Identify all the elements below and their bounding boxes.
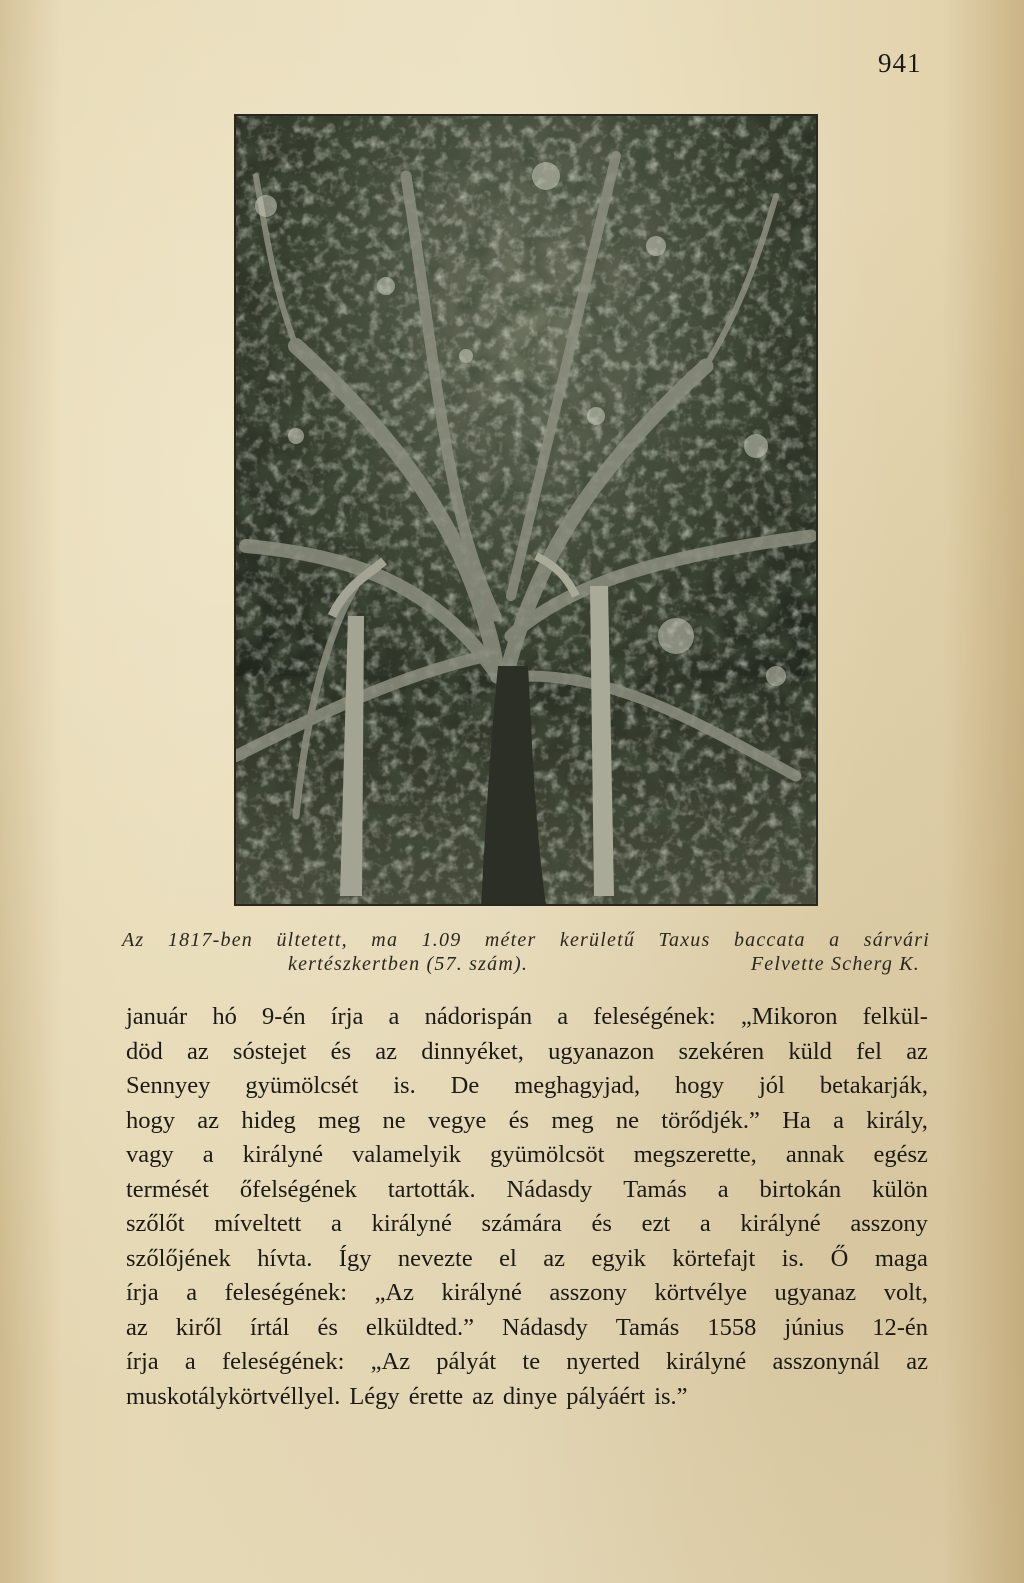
word: dinye: [502, 1382, 558, 1410]
word: megszerette,: [633, 1141, 757, 1168]
word: a: [186, 1279, 198, 1306]
word: egész: [873, 1141, 928, 1168]
word: királyné: [441, 1279, 522, 1306]
page-number: 941: [878, 48, 922, 78]
caption-word: Az: [122, 929, 145, 951]
word: muskotálykörtvéllyel.: [126, 1382, 341, 1410]
word: Nádasdy: [502, 1313, 588, 1341]
word: „Mikoron: [740, 1003, 838, 1030]
word: död: [126, 1037, 163, 1065]
word: te: [522, 1348, 541, 1375]
word: körtefajt: [672, 1244, 756, 1272]
word: a: [833, 1106, 844, 1134]
word: is.: [781, 1244, 805, 1272]
word: a: [331, 1210, 342, 1237]
word: szekéren: [678, 1037, 765, 1065]
caption-word: 1.09: [421, 929, 462, 951]
word: külön: [872, 1175, 928, 1203]
word: hó: [212, 1003, 237, 1030]
word: el: [499, 1244, 517, 1272]
word: körtvélye: [654, 1279, 747, 1306]
word: a: [202, 1141, 214, 1168]
word: ezt: [641, 1210, 671, 1237]
word: míveltett: [214, 1210, 302, 1237]
word: Így: [338, 1244, 372, 1272]
word: feleségének:: [221, 1348, 345, 1375]
word: 9-én: [262, 1003, 306, 1030]
word: írja: [126, 1348, 159, 1375]
word: elküldted.”: [365, 1313, 475, 1341]
word: az: [126, 1313, 148, 1341]
word: is.: [393, 1072, 416, 1099]
word: egyik: [591, 1244, 646, 1272]
word: és: [330, 1037, 352, 1065]
word: ugyanazon: [548, 1037, 655, 1065]
word: asszony: [850, 1210, 928, 1237]
caption-word: baccata: [733, 929, 806, 951]
word: fel: [856, 1037, 882, 1065]
caption-word: ültetett,: [276, 929, 348, 951]
caption-word: ma: [371, 929, 399, 951]
word: szőlőt: [126, 1210, 185, 1237]
text-line: [126, 1069, 928, 1104]
word: feleségének:: [593, 1003, 716, 1030]
word: gyümölcsét: [245, 1072, 359, 1099]
caption-word: méter: [484, 929, 537, 951]
word: jól: [758, 1072, 785, 1099]
word: Légy: [349, 1382, 400, 1410]
text-line: [126, 1000, 928, 1035]
text-line: [126, 1138, 928, 1173]
text-line: [126, 1035, 928, 1070]
caption-line-1: [122, 928, 930, 952]
word: 12-én: [872, 1313, 928, 1341]
word: 1558: [707, 1313, 757, 1341]
caption-location: kertészkertben (57. szám).: [288, 953, 529, 975]
word: hogy: [126, 1106, 175, 1134]
word: Sennyey: [126, 1072, 211, 1099]
word: szőlőjének: [126, 1244, 231, 1272]
word: nádorispán: [424, 1003, 533, 1030]
word: az: [197, 1106, 220, 1134]
word: birtokán: [759, 1175, 842, 1203]
word: törődjék.”: [661, 1106, 760, 1134]
text-line: [126, 1207, 928, 1242]
word: és: [591, 1210, 612, 1237]
word: meg: [318, 1106, 361, 1134]
word: De: [450, 1072, 480, 1099]
word: királyné: [371, 1210, 452, 1237]
word: pályáért: [566, 1382, 646, 1410]
word: nyerted: [566, 1348, 640, 1375]
word: június: [784, 1313, 845, 1341]
word: a: [388, 1003, 400, 1030]
caption-word: sárvári: [863, 929, 930, 951]
word: ne: [615, 1106, 639, 1134]
word: az: [375, 1037, 397, 1065]
word: király,: [866, 1106, 928, 1134]
word: termését: [126, 1175, 209, 1203]
word: írja: [126, 1279, 159, 1306]
caption-word: 1817-ben: [167, 929, 254, 951]
text-line: [126, 1104, 928, 1139]
word: írtál: [250, 1313, 290, 1341]
word: asszonynál: [772, 1348, 880, 1375]
word: tartották.: [387, 1175, 476, 1203]
body-paragraph: [126, 1000, 928, 1414]
word: maga: [874, 1244, 928, 1272]
word: annak: [785, 1141, 845, 1168]
photo-caption: [122, 928, 930, 976]
word: királyné: [665, 1348, 747, 1375]
word: felkül-: [862, 1003, 928, 1030]
word: királyné: [740, 1210, 821, 1237]
word: az: [906, 1348, 928, 1375]
text-line: [126, 1242, 928, 1277]
word: ne: [382, 1106, 406, 1134]
word: gyümölcsöt: [490, 1141, 605, 1168]
word: asszony: [549, 1279, 627, 1306]
word: feleségének:: [224, 1279, 348, 1306]
word: a: [184, 1348, 196, 1375]
word: pályát: [436, 1348, 497, 1375]
word: január: [126, 1003, 188, 1030]
text-line: [126, 1276, 928, 1311]
word: számára: [481, 1210, 562, 1237]
word: és: [317, 1313, 338, 1341]
word: királyné: [242, 1141, 324, 1168]
word: a: [557, 1003, 569, 1030]
tree-photo-image: [236, 116, 816, 904]
word: a: [699, 1210, 711, 1237]
word: a: [717, 1175, 729, 1203]
word: az: [472, 1382, 494, 1410]
word: az: [186, 1037, 209, 1065]
word: küld: [788, 1037, 832, 1065]
word: írja: [330, 1003, 364, 1030]
word: kiről: [175, 1313, 223, 1341]
caption-line-2: [122, 952, 930, 976]
caption-word: Taxus: [658, 929, 711, 951]
word: Tamás: [623, 1175, 687, 1203]
word: ugyanaz: [774, 1279, 857, 1306]
word: dinnyéket,: [421, 1037, 524, 1065]
text-line: [126, 1311, 928, 1346]
text-line: [126, 1345, 928, 1380]
word: betakarják,: [819, 1072, 928, 1099]
text-line: [126, 1380, 928, 1415]
word: valamelyik: [352, 1141, 462, 1168]
word: volt,: [883, 1279, 928, 1306]
word: az: [543, 1244, 566, 1272]
word: hogy: [675, 1072, 725, 1099]
word: „Az: [374, 1279, 415, 1306]
word: meghagyjad,: [514, 1072, 641, 1099]
word: hívta.: [257, 1244, 313, 1272]
word: sóstejet: [232, 1037, 307, 1065]
word: őfelségének: [239, 1175, 357, 1203]
word: Ha: [782, 1106, 811, 1134]
word: Tamás: [615, 1313, 680, 1341]
word: érette: [408, 1382, 464, 1410]
word: „Az: [370, 1348, 411, 1375]
photo-credit: Felvette Scherg K.: [750, 953, 920, 975]
word: vagy: [126, 1141, 174, 1168]
word: vegye: [427, 1106, 487, 1134]
word: Nádasdy: [506, 1175, 593, 1203]
tree-photograph: [234, 114, 818, 906]
word: az: [906, 1037, 928, 1065]
text-line: [126, 1173, 928, 1208]
word: is.”: [654, 1382, 688, 1410]
word: nevezte: [397, 1244, 473, 1272]
caption-word: kerületű: [559, 929, 636, 951]
word: Ő: [830, 1244, 849, 1272]
word: hideg: [241, 1106, 296, 1134]
caption-word: a: [829, 929, 841, 951]
word: meg: [551, 1106, 594, 1134]
word: és: [508, 1106, 530, 1134]
